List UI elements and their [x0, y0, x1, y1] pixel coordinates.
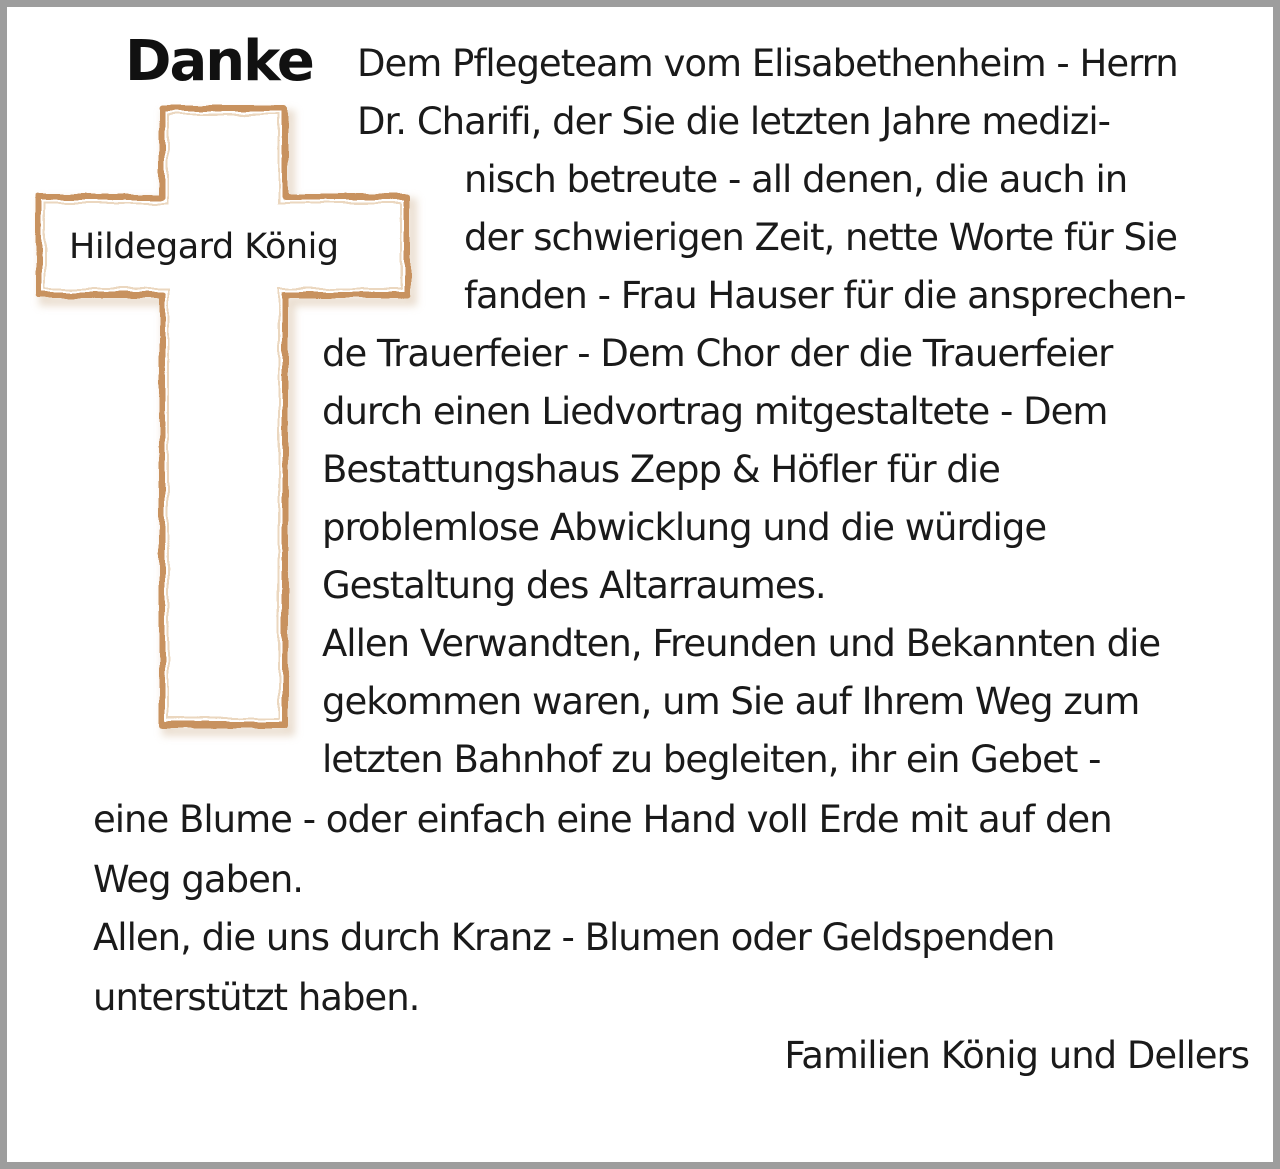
- text-line: eine Blume - oder einfach eine Hand voll Erde mit auf den: [93, 798, 1112, 841]
- deceased-name: Hildegard König: [69, 227, 339, 267]
- text-line: Dem Pflegeteam vom Elisabethenheim - Herrn: [357, 42, 1178, 85]
- text-line: Gestaltung des Altarraumes.: [322, 564, 826, 607]
- text-line: der schwierigen Zeit, nette Worte für Sie: [464, 216, 1178, 259]
- text-line: Weg gaben.: [93, 858, 304, 901]
- text-line: Bestattungshaus Zepp & Höfler für die: [322, 448, 1000, 491]
- text-line: durch einen Liedvortrag mitgestaltete - Dem: [322, 390, 1108, 433]
- text-line: unterstützt haben.: [93, 976, 420, 1019]
- notice-title: Danke: [125, 29, 313, 94]
- text-line: letzten Bahnhof zu begleiten, ihr ein Gebet -: [322, 738, 1101, 781]
- text-line: Allen, die uns durch Kranz - Blumen oder Geldspenden: [93, 916, 1055, 959]
- signature: Familien König und Dellers: [784, 1034, 1249, 1077]
- text-line: problemlose Abwicklung und die würdige: [322, 506, 1047, 549]
- text-line: Dr. Charifi, der Sie die letzten Jahre medizi-: [357, 100, 1110, 143]
- text-line: nisch betreute - all denen, die auch in: [464, 158, 1128, 201]
- text-line: gekommen waren, um Sie auf Ihrem Weg zum: [322, 680, 1140, 723]
- text-line: fanden - Frau Hauser für die ansprechen-: [464, 274, 1186, 317]
- text-line: de Trauerfeier - Dem Chor der die Trauerfeier: [322, 332, 1113, 375]
- text-line: Allen Verwandten, Freunden und Bekannten die: [322, 622, 1161, 665]
